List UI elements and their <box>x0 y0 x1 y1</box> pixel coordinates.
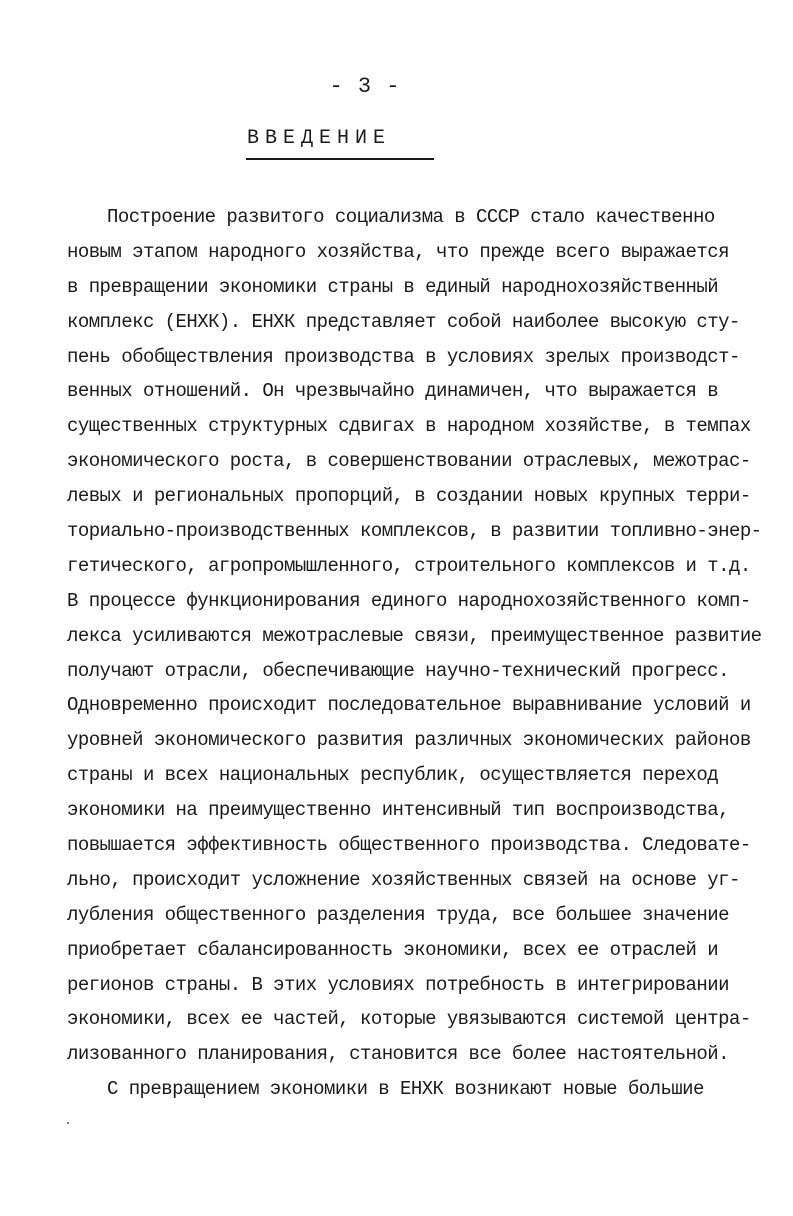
text-line: С превращением экономики в ЕНХК возникают новые большие <box>107 1078 704 1101</box>
text-line: экономики, всех ее частей, которые увязываются системой центра- <box>67 1008 751 1031</box>
text-line: экономики на преимущественно интенсивный тип воспроизводства, <box>67 799 729 822</box>
text-line: ториально-производственных комплексов, в развитии топливно-энер- <box>67 520 762 543</box>
text-line: новым этапом народного хозяйства, что прежде всего выражается <box>67 240 729 263</box>
text-line: уровней экономического развития различных экономических районов <box>67 729 751 752</box>
page-number: - 3 - <box>329 74 401 99</box>
text-line: гетического, агропромышленного, строительного комплексов и т.д. <box>67 554 751 577</box>
scan-speck <box>67 1122 69 1124</box>
text-line: венных отношений. Он чрезвычайно динамичен, что выражается в <box>67 380 719 403</box>
text-line: левых и региональных пропорций, в создании новых крупных терри- <box>67 485 751 508</box>
text-line: регионов страны. В этих условиях потребность в интегрировании <box>67 973 729 996</box>
text-line: лекса усиливаются межотраслевые связи, преимущественное развитие <box>67 624 762 647</box>
text-line: в превращении экономики страны в единый народнохозяйственный <box>67 275 719 298</box>
text-line: льно, происходит усложнение хозяйственных связей на основе уг- <box>67 868 740 891</box>
text-line: комплекс (ЕНХК). ЕНХК представляет собой наиболее высокую сту- <box>67 310 740 333</box>
section-heading: ВВЕДЕНИЕ <box>247 127 392 150</box>
text-line: существенных структурных сдвигах в народном хозяйстве, в темпах <box>67 415 751 438</box>
text-line: Одновременно происходит последовательное выравнивание условий и <box>67 694 751 717</box>
heading-underline <box>246 158 434 160</box>
text-line: Построение развитого социализма в СССР стало качественно <box>107 206 715 228</box>
body-text <box>67 200 767 1107</box>
text-line: приобретает сбалансированность экономики, всех ее отраслей и <box>67 938 719 961</box>
text-line: лубления общественного разделения труда, все большее значение <box>67 903 729 926</box>
text-line: лизованного планирования, становится все более настоятельной. <box>67 1043 729 1066</box>
text-line: пень обобществления производства в условиях зрелых производст- <box>67 345 740 368</box>
text-line: В процессе функционирования единого народнохозяйственного комп- <box>67 589 751 612</box>
text-line: получают отрасли, обеспечивающие научно-технический прогресс. <box>67 659 729 682</box>
text-line: экономического роста, в совершенствовании отраслевых, межотрас- <box>67 450 751 473</box>
text-line: повышается эффективность общественного производства. Следовате- <box>67 834 751 857</box>
text-line: страны и всех национальных республик, осуществляется переход <box>67 764 719 787</box>
